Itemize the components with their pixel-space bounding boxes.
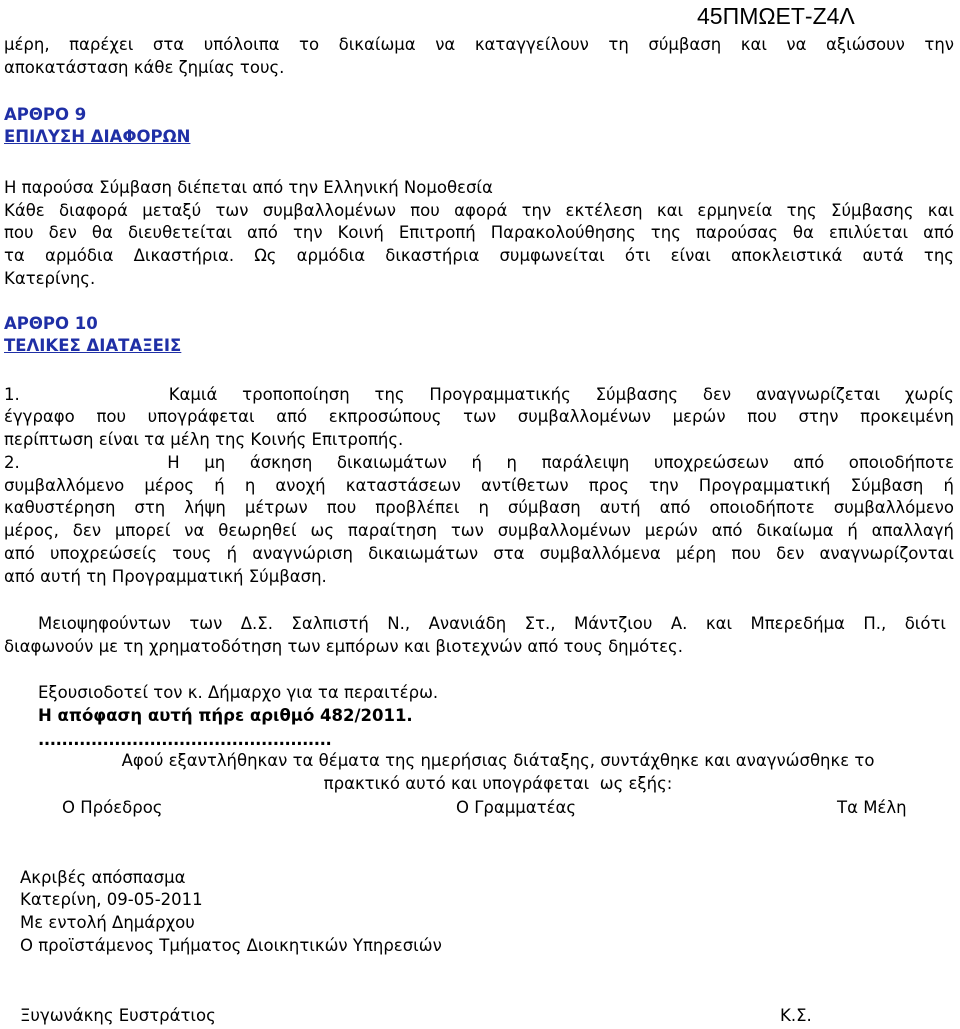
signatory-president: Ο Πρόεδρος xyxy=(62,798,163,817)
intro-line-1: μέρη, παρέχει στα υπόλοιπα το δικαίωμα να καταγγείλουν τη σύμβαση και να αξιώσουν την xyxy=(4,35,954,54)
article-9-line-4: τα αρμόδια Δικαστήρια. Ως αρμόδια δικαστήρια συμφωνείται ότι είναι αποκλειστικά αυτά της xyxy=(4,246,954,265)
article-10-line-7: μέρος, δεν μπορεί να θεωρηθεί ως παραίτηση των συμβαλλομένων μερών από δικαίωμα ή απαλλαγή xyxy=(4,521,954,540)
signatory-secretary: Ο Γραμματέας xyxy=(456,798,577,817)
article-10-line-2: έγγραφο που υπογράφεται από εκπροσώπους των συμβαλλομένων μερών που στην προκειμένη xyxy=(4,407,954,426)
certification-line-3: Με εντολή Δημάρχου xyxy=(20,913,195,932)
signer-name: Ξυγωνάκης Ευστράτιος xyxy=(20,1006,216,1025)
article-10-title: ΤΕΛΙΚΕΣ ΔΙΑΤΑΞΕΙΣ xyxy=(4,336,182,355)
certification-line-2: Κατερίνη, 09-05-2011 xyxy=(20,890,203,909)
article-9-line-3: που δεν θα διευθετείται από την Κοινή Επιτροπή Παρακολούθησης της παρούσας θα επιλύεται από xyxy=(4,223,954,242)
closing-line-1: Αφού εξαντλήθηκαν τα θέματα της ημερήσιας διάταξης, συντάχθηκε και αναγνώσθηκε το xyxy=(121,751,875,770)
signatory-members: Τα Μέλη xyxy=(837,798,907,817)
article-9-title: ΕΠΙΛΥΣΗ ΔΙΑΦΟΡΩΝ xyxy=(4,127,191,146)
minority-line-1: Μειοψηφούντων των Δ.Σ. Σαλπιστή Ν., Ανανιάδη Στ., Μάντζιου Α. και Μπερεδήμα Π., διότι xyxy=(38,614,946,633)
decision-text: Η απόφαση αυτή πήρε αριθμό 482/2011. xyxy=(38,706,413,725)
certification-line-4: Ο προϊστάμενος Τμήματος Διοικητικών Υπηρεσιών xyxy=(20,936,442,955)
article-10-number: ΑΡΘΡΟ 10 xyxy=(4,314,98,333)
intro-line-2: αποκατάσταση κάθε ζημίας τους. xyxy=(4,58,285,77)
authorization-text: Εξουσιοδοτεί τον κ. Δήμαρχο για τα περαιτέρω. xyxy=(38,683,439,702)
minority-line-2: διαφωνούν με τη χρηματοδότηση των εμπόρων και βιοτεχνών από τους δημότες. xyxy=(4,637,683,656)
certification-line-1: Ακριβές απόσπασμα xyxy=(20,868,186,887)
article-10-line-9: από αυτή τη Προγραμματική Σύμβαση. xyxy=(4,567,327,586)
article-10-line-8: από υποχρεώσείς τους ή αναγνώριση δικαιωμάτων στα συμβαλλόμενα μέρη που δεν αναγνωρίζονται xyxy=(4,544,954,563)
article-9-number: ΑΡΘΡΟ 9 xyxy=(4,105,87,124)
article-9-line-5: Κατερίνης. xyxy=(4,269,96,288)
article-10-line-5: συμβαλλόμενο μέρος ή η ανοχή καταστάσεων αντίθετων προς την Προγραμματική Σύμβαση ή xyxy=(4,476,954,495)
article-9-line-1: Η παρούσα Σύμβαση διέπεται από την Ελληνική Νομοθεσία xyxy=(4,178,493,197)
article-10-line-4: 2. Η μη άσκηση δικαιωμάτων ή η παράλειψη υποχρεώσεων από οποιοδήποτε xyxy=(4,453,954,472)
article-10-line-3: περίπτωση είναι τα μέλη της Κοινής Επιτροπής. xyxy=(4,430,404,449)
article-10-line-6: καθυστέρηση στη λήψη μέτρων που προβλέπει η σύμβαση αυτή από οποιοδήποτε συμβαλλόμενο xyxy=(4,498,954,517)
article-9-line-2: Κάθε διαφορά μεταξύ των συμβαλλομένων που αφορά την εκτέλεση και ερμηνεία της Σύμβασης και xyxy=(4,201,954,220)
separator-dots: .................................................. xyxy=(38,730,332,749)
article-10-line-1: 1. Καμιά τροποποίηση της Προγραμματικής Σύμβασης δεν αναγνωρίζεται χωρίς xyxy=(4,385,954,404)
closing-line-2: πρακτικό αυτό και υπογράφεται ως εξής: xyxy=(323,774,673,793)
signer-initials: Κ.Σ. xyxy=(780,1006,812,1025)
document-id: 45ΠΜΩΕΤ-Ζ4Λ xyxy=(697,3,855,29)
